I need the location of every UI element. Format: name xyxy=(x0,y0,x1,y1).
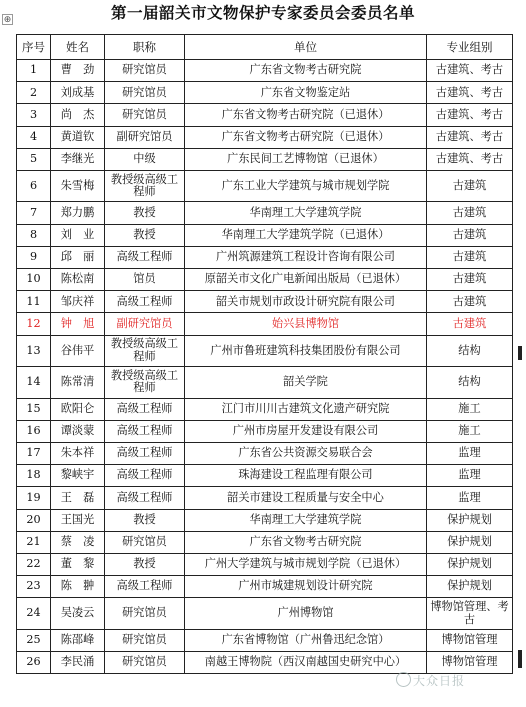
cell-group: 古建筑 xyxy=(427,170,513,202)
cell-name: 陈松南 xyxy=(51,269,105,291)
cell-name: 邹庆祥 xyxy=(51,291,105,313)
cell-no: 24 xyxy=(17,598,51,630)
table-row xyxy=(17,202,513,224)
cell-unit: 广州市城建规划设计研究院 xyxy=(185,576,427,598)
cell-name: 王 磊 xyxy=(51,487,105,509)
table-row xyxy=(17,224,513,246)
cell-unit: 广州博物馆 xyxy=(185,598,427,630)
cell-unit: 广东省文物考古研究院（已退休） xyxy=(185,104,427,126)
cell-name: 李民涌 xyxy=(51,651,105,673)
cell-unit: 广东省文物考古研究院（已退休） xyxy=(185,126,427,148)
cell-no: 13 xyxy=(17,335,51,367)
cell-title: 教授级高级工程师 xyxy=(105,367,185,399)
table-row xyxy=(17,60,513,82)
cell-unit: 广州筑源建筑工程设计咨询有限公司 xyxy=(185,246,427,268)
cell-title: 教授级高级工程师 xyxy=(105,335,185,367)
cell-title: 研究馆员 xyxy=(105,651,185,673)
table-row xyxy=(17,420,513,442)
cell-unit: 韶关学院 xyxy=(185,367,427,399)
cell-title: 馆员 xyxy=(105,269,185,291)
cell-name: 陈邵峰 xyxy=(51,629,105,651)
cell-title: 中级 xyxy=(105,148,185,170)
cell-name: 黎峡宇 xyxy=(51,465,105,487)
cell-group: 博物馆管理 xyxy=(427,651,513,673)
cell-name: 蔡 凌 xyxy=(51,531,105,553)
cell-group: 古建筑、考古 xyxy=(427,82,513,104)
header-unit: 单位 xyxy=(185,35,427,60)
member-table xyxy=(16,34,513,674)
cell-name: 朱雪梅 xyxy=(51,170,105,202)
cell-name: 陈 翀 xyxy=(51,576,105,598)
cell-group: 保护规划 xyxy=(427,509,513,531)
table-row xyxy=(17,269,513,291)
cell-name: 谷伟平 xyxy=(51,335,105,367)
cell-title: 高级工程师 xyxy=(105,291,185,313)
cell-unit: 广州大学建筑与城市规划学院（已退休） xyxy=(185,553,427,575)
cell-no: 22 xyxy=(17,553,51,575)
cell-unit: 广东省文物考古研究院 xyxy=(185,531,427,553)
cell-title: 高级工程师 xyxy=(105,420,185,442)
cell-title: 研究馆员 xyxy=(105,104,185,126)
cell-group: 古建筑、考古 xyxy=(427,126,513,148)
cell-name: 钟 旭 xyxy=(51,313,105,335)
cell-group: 古建筑、考古 xyxy=(427,60,513,82)
table-row xyxy=(17,442,513,464)
cell-no: 14 xyxy=(17,367,51,399)
cell-name: 朱本祥 xyxy=(51,442,105,464)
cell-group: 监理 xyxy=(427,442,513,464)
cell-name: 邱 丽 xyxy=(51,246,105,268)
cell-group: 博物馆管理、考古 xyxy=(427,598,513,630)
cell-title: 研究馆员 xyxy=(105,60,185,82)
cell-title: 副研究馆员 xyxy=(105,313,185,335)
cell-title: 高级工程师 xyxy=(105,576,185,598)
cell-no: 1 xyxy=(17,60,51,82)
cell-no: 11 xyxy=(17,291,51,313)
cell-name: 王国光 xyxy=(51,509,105,531)
table-move-handle[interactable]: ⊕ xyxy=(3,15,12,25)
cell-group: 古建筑 xyxy=(427,269,513,291)
cell-group: 古建筑 xyxy=(427,224,513,246)
table-row xyxy=(17,104,513,126)
watermark: 大众日报 xyxy=(396,672,465,689)
cell-group: 保护规划 xyxy=(427,553,513,575)
cell-group: 监理 xyxy=(427,465,513,487)
cell-no: 17 xyxy=(17,442,51,464)
table-row xyxy=(17,291,513,313)
cell-title: 教授 xyxy=(105,553,185,575)
cell-group: 古建筑 xyxy=(427,202,513,224)
cell-group: 施工 xyxy=(427,420,513,442)
cell-no: 21 xyxy=(17,531,51,553)
cell-group: 博物馆管理 xyxy=(427,629,513,651)
table-row xyxy=(17,335,513,367)
cell-name: 董 黎 xyxy=(51,553,105,575)
cell-no: 23 xyxy=(17,576,51,598)
header-no: 序号 xyxy=(17,35,51,60)
cell-title: 高级工程师 xyxy=(105,465,185,487)
cell-unit: 广东民间工艺博物馆（已退休） xyxy=(185,148,427,170)
cell-unit: 华南理工大学建筑学院（已退休） xyxy=(185,224,427,246)
cell-group: 古建筑 xyxy=(427,313,513,335)
cell-no: 5 xyxy=(17,148,51,170)
cell-unit: 珠海建设工程监理有限公司 xyxy=(185,465,427,487)
cell-name: 陈常清 xyxy=(51,367,105,399)
cell-name: 尚 杰 xyxy=(51,104,105,126)
table-row xyxy=(17,313,513,335)
cell-name: 谭淡蒙 xyxy=(51,420,105,442)
table-row xyxy=(17,509,513,531)
table-row xyxy=(17,576,513,598)
cell-title: 高级工程师 xyxy=(105,398,185,420)
cell-unit: 始兴县博物馆 xyxy=(185,313,427,335)
cell-unit: 韶关市规划市政设计研究院有限公司 xyxy=(185,291,427,313)
cell-title: 教授 xyxy=(105,509,185,531)
table-row xyxy=(17,148,513,170)
cell-title: 研究馆员 xyxy=(105,82,185,104)
cell-title: 教授 xyxy=(105,202,185,224)
cell-no: 15 xyxy=(17,398,51,420)
table-row xyxy=(17,398,513,420)
cell-unit: 南越王博物院（西汉南越国史研究中心） xyxy=(185,651,427,673)
cell-no: 8 xyxy=(17,224,51,246)
cell-unit: 韶关市建设工程质量与安全中心 xyxy=(185,487,427,509)
cell-title: 研究馆员 xyxy=(105,598,185,630)
header-title: 职称 xyxy=(105,35,185,60)
table-row xyxy=(17,553,513,575)
cell-title: 教授 xyxy=(105,224,185,246)
header-group: 专业组别 xyxy=(427,35,513,60)
cell-group: 古建筑、考古 xyxy=(427,104,513,126)
cell-title: 研究馆员 xyxy=(105,629,185,651)
cell-unit: 原韶关市文化广电新闻出版局（已退休） xyxy=(185,269,427,291)
cell-title: 高级工程师 xyxy=(105,442,185,464)
cell-title: 高级工程师 xyxy=(105,246,185,268)
cell-name: 曹 劲 xyxy=(51,60,105,82)
cell-title: 教授级高级工程师 xyxy=(105,170,185,202)
cell-no: 9 xyxy=(17,246,51,268)
cell-name: 郑力鹏 xyxy=(51,202,105,224)
cell-unit: 广州市鲁班建筑科技集团股份有限公司 xyxy=(185,335,427,367)
table-row xyxy=(17,531,513,553)
table-row xyxy=(17,367,513,399)
cell-group: 古建筑 xyxy=(427,246,513,268)
cell-no: 3 xyxy=(17,104,51,126)
cell-no: 7 xyxy=(17,202,51,224)
cell-unit: 广东工业大学建筑与城市规划学院 xyxy=(185,170,427,202)
table-row xyxy=(17,126,513,148)
header-name: 姓名 xyxy=(51,35,105,60)
cell-title: 研究馆员 xyxy=(105,531,185,553)
table-row xyxy=(17,465,513,487)
watermark-logo-icon xyxy=(396,672,411,687)
scrollbar-marker-top xyxy=(518,346,522,360)
scrollbar-marker-bottom xyxy=(518,650,522,668)
cell-no: 12 xyxy=(17,313,51,335)
cell-no: 18 xyxy=(17,465,51,487)
cell-name: 欧阳仑 xyxy=(51,398,105,420)
cell-unit: 广东省文物鉴定站 xyxy=(185,82,427,104)
cell-unit: 华南理工大学建筑学院 xyxy=(185,509,427,531)
table-row xyxy=(17,82,513,104)
cell-no: 6 xyxy=(17,170,51,202)
cell-group: 结构 xyxy=(427,367,513,399)
table-header-row xyxy=(17,35,513,60)
cell-group: 施工 xyxy=(427,398,513,420)
page-title: 第一届韶关市文物保护专家委员会委员名单 xyxy=(110,3,415,22)
cell-unit: 江门市川川古建筑文化遗产研究院 xyxy=(185,398,427,420)
cell-no: 4 xyxy=(17,126,51,148)
table-row xyxy=(17,651,513,673)
table-row xyxy=(17,598,513,630)
cell-group: 保护规划 xyxy=(427,531,513,553)
cell-group: 结构 xyxy=(427,335,513,367)
cell-no: 19 xyxy=(17,487,51,509)
cell-group: 保护规划 xyxy=(427,576,513,598)
table-row xyxy=(17,170,513,202)
cell-no: 26 xyxy=(17,651,51,673)
cell-title: 高级工程师 xyxy=(105,487,185,509)
cell-unit: 广东省公共资源交易联合会 xyxy=(185,442,427,464)
cell-title: 副研究馆员 xyxy=(105,126,185,148)
cell-group: 监理 xyxy=(427,487,513,509)
cell-no: 20 xyxy=(17,509,51,531)
table-row xyxy=(17,629,513,651)
cell-group: 古建筑 xyxy=(427,291,513,313)
cell-unit: 华南理工大学建筑学院 xyxy=(185,202,427,224)
cell-name: 刘 业 xyxy=(51,224,105,246)
cell-no: 25 xyxy=(17,629,51,651)
cell-no: 16 xyxy=(17,420,51,442)
cell-no: 10 xyxy=(17,269,51,291)
cell-group: 古建筑、考古 xyxy=(427,148,513,170)
cell-unit: 广州市房屋开发建设有限公司 xyxy=(185,420,427,442)
table-row xyxy=(17,487,513,509)
cell-name: 李继光 xyxy=(51,148,105,170)
cell-name: 刘成基 xyxy=(51,82,105,104)
table-row xyxy=(17,246,513,268)
cell-unit: 广东省博物馆（广州鲁迅纪念馆） xyxy=(185,629,427,651)
cell-name: 黄道钦 xyxy=(51,126,105,148)
cell-unit: 广东省文物考古研究院 xyxy=(185,60,427,82)
cell-name: 吴凌云 xyxy=(51,598,105,630)
cell-no: 2 xyxy=(17,82,51,104)
